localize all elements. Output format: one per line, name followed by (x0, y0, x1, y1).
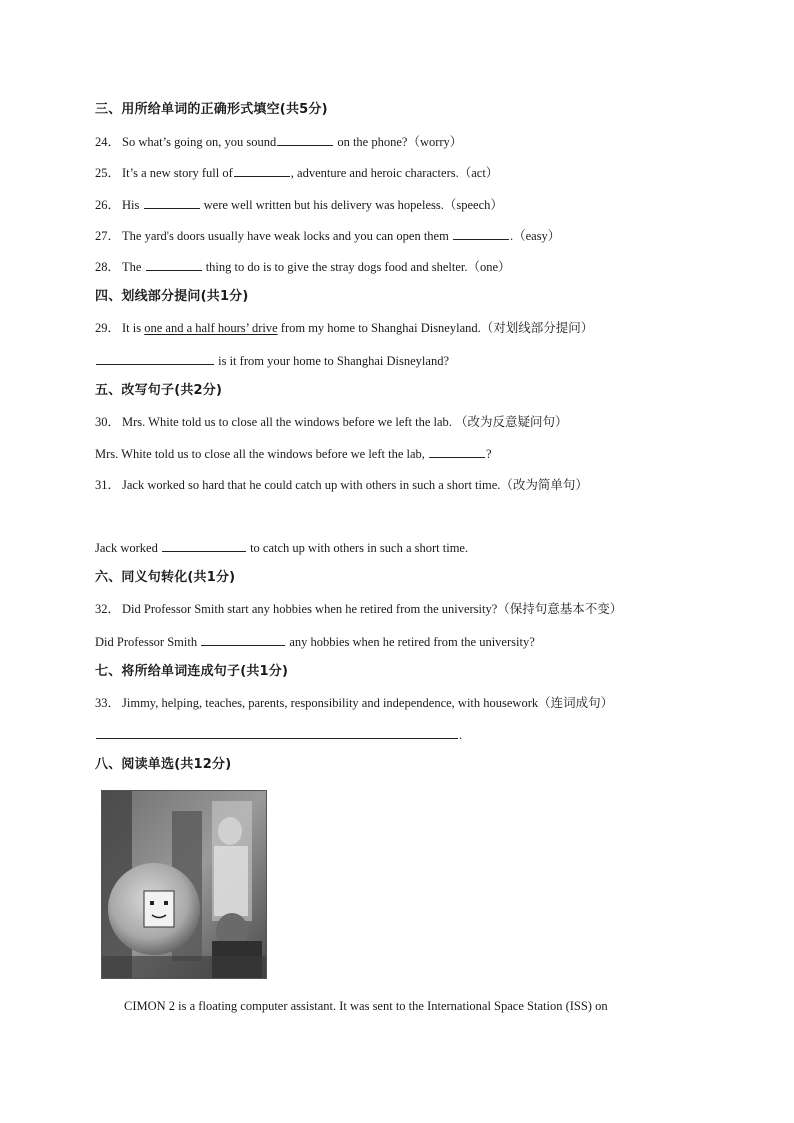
section-4-title: 四、划线部分提问(共1分) (95, 289, 249, 304)
question-number: 32． (95, 602, 121, 616)
question-text: His (122, 198, 143, 212)
answer-text: Did Professor Smith (95, 635, 201, 649)
question-text: , adventure and heroic characters.（act） (290, 166, 499, 180)
question-text: thing to do is to give the stray dogs food and shelter.（one） (202, 260, 511, 274)
question-number: 25． (95, 166, 121, 180)
question-26 (95, 195, 503, 214)
question-33-answer (95, 725, 462, 744)
question-number: 30． (95, 415, 121, 429)
question-text: Did Professor Smith start any hobbies when he retired from the university?（保持句意基本不变） (122, 602, 623, 616)
question-32 (95, 600, 622, 618)
question-text: on the phone?（worry） (334, 135, 463, 149)
answer-blank[interactable] (201, 632, 285, 646)
answer-blank[interactable] (429, 444, 485, 458)
question-33 (95, 694, 613, 712)
answer-text: any hobbies when he retired from the university? (286, 635, 535, 649)
answer-blank[interactable] (234, 163, 290, 177)
question-number: 27． (95, 229, 121, 243)
question-29 (95, 319, 593, 337)
reading-paragraph: CIMON 2 is a floating computer assistant. It was sent to the International Space Station (ISS) on (124, 999, 608, 1013)
question-27 (95, 226, 560, 245)
question-31 (95, 476, 588, 494)
answer-blank[interactable] (146, 257, 202, 271)
question-text: The yard's doors usually have weak locks and you can open them (122, 229, 452, 243)
question-30-answer (95, 444, 492, 463)
underlined-phrase: one and a half hours’ drive (144, 321, 278, 335)
answer-blank[interactable] (162, 538, 246, 552)
section-3-title: 三、用所给单词的正确形式填空(共5分) (95, 102, 328, 117)
photo-illustration (102, 791, 266, 978)
question-number: 28． (95, 260, 121, 274)
question-text: were well written but his delivery was hopeless.（speech） (200, 198, 503, 212)
question-text: Mrs. White told us to close all the windows before we left the lab. （改为反意疑问句） (122, 415, 568, 429)
answer-text: to catch up with others in such a short time. (246, 541, 469, 555)
question-text: .（easy） (509, 229, 561, 243)
question-32-answer (95, 632, 535, 651)
question-number: 24． (95, 135, 121, 149)
cimon-photo (101, 790, 267, 979)
question-text: The (122, 260, 145, 274)
answer-blank[interactable] (144, 195, 200, 209)
answer-blank[interactable] (277, 132, 333, 146)
question-number: 33． (95, 696, 121, 710)
question-number: 26． (95, 198, 121, 212)
question-31-answer (95, 538, 468, 557)
question-number: 29． (95, 321, 121, 335)
answer-text: . (459, 728, 463, 742)
section-5-title: 五、改写句子(共2分) (95, 383, 223, 398)
question-text: Jack worked so hard that he could catch up with others in such a short time.（改为简单句） (122, 478, 588, 492)
question-25 (95, 163, 498, 182)
section-8-title: 八、阅读单选(共12分) (95, 757, 232, 772)
question-30 (95, 413, 568, 431)
question-29-answer (95, 351, 449, 370)
answer-blank[interactable] (96, 351, 214, 365)
question-text: So what’s going on, you sound (122, 135, 277, 149)
question-text: from my home to Shanghai Disneyland.（对划线部分提问） (277, 321, 594, 335)
question-text: It’s a new story full of (122, 166, 233, 180)
answer-blank[interactable] (96, 725, 458, 739)
question-text: It is (122, 321, 145, 335)
question-text: Jimmy, helping, teaches, parents, responsibility and independence, with housework（连词成句） (122, 696, 614, 710)
question-number: 31． (95, 478, 121, 492)
section-7-title: 七、将所给单词连成句子(共1分) (95, 664, 289, 679)
answer-text: Jack worked (95, 541, 161, 555)
answer-text: is it from your home to Shanghai Disneyland? (215, 354, 449, 368)
answer-blank[interactable] (453, 226, 509, 240)
question-24 (95, 132, 462, 151)
section-6-title: 六、同义句转化(共1分) (95, 570, 236, 585)
answer-text: Mrs. White told us to close all the windows before we left the lab, (95, 447, 429, 461)
answer-text: ? (486, 447, 492, 461)
question-28 (95, 257, 511, 276)
